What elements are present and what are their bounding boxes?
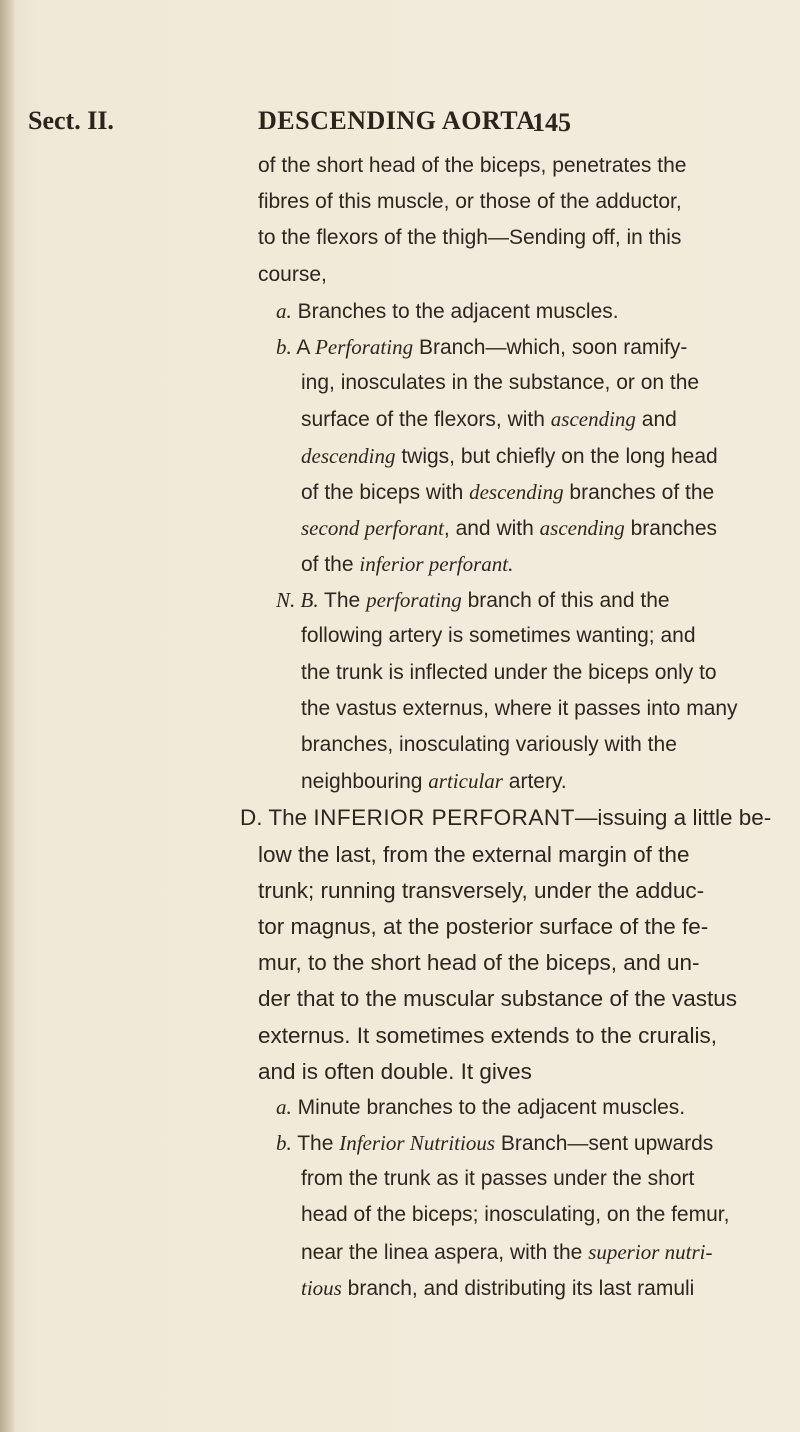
text-run: Branch—sent upwards xyxy=(495,1132,714,1156)
text-run: the vastus externus, where it passes into many xyxy=(301,696,738,720)
text-line xyxy=(258,1017,768,1053)
text-line xyxy=(258,944,768,980)
italic-text: a. xyxy=(276,1094,292,1119)
text-line xyxy=(258,1270,768,1306)
text-run: fibres of this muscle, or those of the adductor, xyxy=(258,190,682,214)
italic-text: b. xyxy=(276,334,292,359)
text-run: externus. It sometimes extends to the cruralis, xyxy=(258,1022,717,1048)
text-run: and is often double. It gives xyxy=(258,1058,532,1084)
text-run: der that to the muscular substance of the vastus xyxy=(258,986,738,1012)
text-line xyxy=(258,655,768,691)
italic-text: N. B. xyxy=(276,588,319,613)
text-run: of the short head of the biceps, penetrates the xyxy=(258,154,687,177)
text-line xyxy=(258,1053,768,1089)
running-header xyxy=(0,100,800,150)
italic-text: a. xyxy=(276,298,292,323)
page-gutter-shadow xyxy=(0,0,14,1432)
page-number: 145 xyxy=(532,108,571,137)
text-run: branches xyxy=(624,516,718,540)
text-run: D. The xyxy=(240,805,314,831)
text-run: of the xyxy=(301,553,360,577)
text-run: twigs, but chiefly on the long head xyxy=(395,444,718,468)
text-line xyxy=(258,1234,768,1270)
text-run: of the biceps with xyxy=(301,480,470,504)
italic-text: superior nutri- xyxy=(588,1239,713,1264)
text-line xyxy=(258,220,768,256)
italic-text: perforating xyxy=(366,588,462,613)
text-run: Branch—which, soon ramify- xyxy=(413,335,688,359)
italic-text: Perforating xyxy=(315,334,414,359)
text-line xyxy=(258,546,768,582)
text-run: to the flexors of the thigh—Sending off, in this xyxy=(258,226,682,250)
page-title: DESCENDING AORTA. xyxy=(258,106,543,135)
text-run: The xyxy=(291,1132,340,1156)
text-line xyxy=(258,365,768,401)
text-run: artery. xyxy=(502,770,567,794)
italic-text: ascending xyxy=(539,515,625,540)
text-run: Branches to the adjacent muscles. xyxy=(291,299,619,323)
text-line xyxy=(258,763,768,799)
text-run: the trunk is inflected under the biceps only to xyxy=(301,660,717,684)
text-run: branch, and distributing its last ramuli xyxy=(341,1276,695,1300)
text-run: The xyxy=(318,589,367,613)
text-run: INFERIOR PERFORANT xyxy=(313,805,575,831)
text-run: Minute branches to the adjacent muscles. xyxy=(291,1095,686,1119)
text-line xyxy=(258,980,768,1016)
text-line xyxy=(258,872,768,908)
text-run: branches, inosculating variously with the xyxy=(301,733,677,756)
text-run: and xyxy=(635,408,677,432)
text-run: tor magnus, at the posterior surface of the fe- xyxy=(258,913,709,939)
text-run: from the trunk as it passes under the short xyxy=(301,1167,695,1191)
text-run: neighbouring xyxy=(301,770,429,794)
text-line xyxy=(258,618,768,654)
text-run: near the linea aspera, with the xyxy=(301,1240,589,1264)
italic-text: descending xyxy=(469,479,564,504)
text-run: A xyxy=(291,335,316,359)
italic-text: inferior perforant. xyxy=(359,552,514,577)
italic-text: descending xyxy=(301,443,396,468)
text-line xyxy=(258,510,768,546)
text-line xyxy=(258,401,768,437)
text-line xyxy=(258,329,768,365)
text-run: mur, to the short head of the biceps, and un- xyxy=(258,950,700,976)
text-run: following artery is sometimes wanting; and xyxy=(301,624,696,648)
text-run: —issuing a little be- xyxy=(574,805,772,831)
section-label: Sect. II. xyxy=(28,106,114,135)
text-run: , and with xyxy=(443,516,540,540)
text-run: course, xyxy=(258,262,327,286)
text-line xyxy=(258,908,768,944)
italic-text: ascending xyxy=(550,407,636,432)
text-run: ing, inosculates in the substance, or on the xyxy=(301,371,700,395)
text-line xyxy=(258,691,768,727)
text-line xyxy=(258,582,768,618)
text-line xyxy=(258,1197,768,1233)
italic-text: b. xyxy=(276,1131,292,1156)
text-line xyxy=(258,257,768,293)
body-text xyxy=(240,148,772,1306)
text-run: surface of the flexors, with xyxy=(301,408,551,432)
text-line xyxy=(240,799,772,835)
text-line xyxy=(258,148,768,184)
text-run: trunk; running transversely, under the adduc- xyxy=(258,877,705,903)
text-line xyxy=(258,474,768,510)
text-line xyxy=(258,184,768,220)
text-line xyxy=(258,727,768,763)
italic-text: articular xyxy=(428,769,503,794)
text-run: branch of this and the xyxy=(461,589,670,613)
italic-text: second perforant xyxy=(301,515,444,540)
text-line xyxy=(258,293,768,329)
text-line xyxy=(258,1161,768,1197)
italic-text: tious xyxy=(301,1275,342,1300)
text-run: head of the biceps; inosculating, on the femur, xyxy=(301,1203,730,1227)
italic-text: Inferior Nutritious xyxy=(339,1131,496,1156)
text-line xyxy=(258,1125,768,1161)
text-line xyxy=(258,836,768,872)
text-line xyxy=(258,438,768,474)
text-run: branches of the xyxy=(563,480,715,504)
text-run: low the last, from the external margin of the xyxy=(258,841,690,867)
text-line xyxy=(258,1089,768,1125)
